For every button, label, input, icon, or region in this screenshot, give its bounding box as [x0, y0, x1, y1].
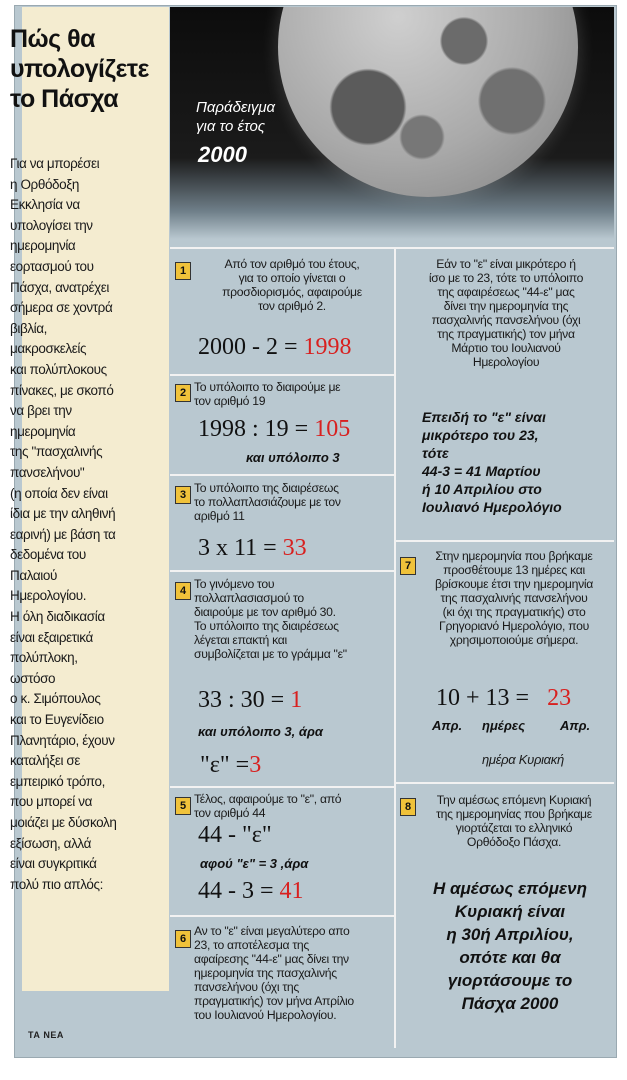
- step-8-emphasis: Η αμέσως επόμενη Κυριακή είναι η 30ή Απριλίου, οπότε και θα γιορτάσουμε το Πάσχα 2000: [432, 879, 587, 1013]
- equation-result: 105: [314, 416, 351, 442]
- step-8-text: Την αμέσως επόμενη Κυριακή της ημερομηνίας που βρήκαμε γιορτάζεται το ελληνικό Ορθόδοξο Πάσχα.: [436, 793, 592, 849]
- step-number-badge: 5: [175, 797, 191, 815]
- step-1-equation: [198, 334, 352, 361]
- step-4-text: Το γινόμενο του πολλαπλασιασμού το διαιρούμε με τον αριθμό 30. Το υπόλοιπο της διαιρέσεως λέγεται επακτή και συμβολίζεται με το γράμμα "ε": [194, 577, 347, 661]
- row-divider: [170, 247, 614, 249]
- equation-text: 44 - 3 =: [198, 878, 280, 904]
- step-number-badge: 7: [400, 557, 416, 575]
- equation-text: 2000 - 2 =: [198, 334, 304, 360]
- step-7-label-days: ημέρες: [482, 718, 526, 733]
- step-2-text: Το υπόλοιπο το διαιρούμε με τον αριθμό 19: [194, 380, 341, 408]
- newspaper-logo: ΤΑ ΝΕΑ: [28, 1030, 64, 1040]
- step-5-equation: [198, 822, 272, 849]
- equation-result: 1: [290, 687, 303, 713]
- step-4-equation: [198, 687, 302, 714]
- infographic-title: Πώς θα υπολογίζετε το Πάσχα: [10, 25, 149, 113]
- equation-result: 3: [249, 752, 262, 778]
- step-7-text: Στην ημερομηνία που βρήκαμε προσθέτουμε 13 ημέρες και βρίσκουμε έτσι την ημερομηνία της πασχαλινής πανσελήνου (κι όχι της πραγματικής) στο Γρηγοριανό Ημερολόγιο, που χρησιμοποιούμε σήμερα.: [434, 549, 594, 647]
- row-divider: [170, 570, 394, 572]
- right-top-emphasis: Επειδή το "ε" είναι μικρότερο του 23, τότε 44-3 = 41 Μαρτίου ή 10 Απριλίου στο Ιουλιανό Ημερολόγιο: [422, 409, 562, 515]
- step-5-text: Τέλος, αφαιρούμε το "ε", από τον αριθμό 44: [194, 792, 342, 820]
- step-2-equation: [198, 416, 350, 443]
- equation-text: 33 : 30 =: [198, 687, 291, 713]
- step-5-equation-2: [198, 878, 304, 905]
- row-divider: [170, 374, 394, 376]
- step-4-epsilon: [200, 752, 261, 779]
- step-number-badge: 2: [175, 384, 191, 402]
- equation-text: 1998 : 19 =: [198, 416, 315, 442]
- step-2-note: και υπόλοιπο 3: [246, 450, 340, 465]
- equation-result: 23: [547, 685, 572, 711]
- step-number-badge: 4: [175, 582, 191, 600]
- step-6-text: Αν το "ε" είναι μεγαλύτερο απο 23, το αποτέλεσμα της αφαίρεσης "44-ε" μας δίνει την ημερομηνία της πασχαλινής πανσελήνου (όχι της πραγματικής) τον μήνα Απρίλιο του Ιουλιανού Ημερολογίου.: [194, 924, 354, 1022]
- equation-text: 10 + 13 =: [436, 685, 536, 711]
- row-divider: [170, 786, 394, 788]
- equation-text: "ε" =: [200, 752, 250, 778]
- equation-text: 3 x 11 =: [198, 535, 283, 561]
- equation-result: 1998: [303, 334, 352, 360]
- step-number-badge: 8: [400, 798, 416, 816]
- step-7-note: ημέρα Κυριακή: [482, 752, 564, 767]
- moon-image: [278, 7, 578, 197]
- right-top-text: Εάν το "ε" είναι μικρότερο ή ίσο με το 23, τότε το υπόλοιπο της αφαιρέσεως "44-ε" μας δίνει την ημερομηνία της πασχαλινής πανσελήνου (όχι της πραγματικής) τον μήνα Μάρτιο του Ιουλιανού Ημερολογίου: [428, 257, 584, 369]
- equation-result: 41: [279, 878, 304, 904]
- step-number-badge: 3: [175, 486, 191, 504]
- row-divider: [170, 474, 394, 476]
- column-divider: [394, 248, 396, 1048]
- row-divider: [396, 540, 614, 542]
- intro-text: Για να μπορέσει η Ορθόδοξη Εκκλησία να υπολογίσει την ημερομηνία εορτασμού του Πάσχα, ανατρέχει σήμερα σε χοντρά βιβλία, μακροσκελείς και πολύπλοκους πίνακες, με σκοπό να βρει την ημερομηνία της "πασχαλινής πανσελήνου" (η οποία δεν είναι ίδια με την αληθινή εαρινή) με βάση τα δεδομένα του Παλαιού Ημερολογίου. Η όλη διαδικασία είναι εξαιρετικά πολύπλοκη, ωστόσο ο κ. Σιμόπουλος και το Ευγενίδειο Πλανητάριο, έχουν καταλήξει σε εμπειρικό τρόπο, που μπορεί να μοιάζει με δύσκολη εξίσωση, αλλά είναι συγκριτικά πολύ πιο απλός:: [10, 156, 117, 892]
- step-1-text: Από τον αριθμό του έτους, για το οποίο γίνεται ο προσδιορισμός, αφαιρούμε τον αριθμό 2.: [222, 257, 362, 313]
- step-7-label-apr-2: Απρ.: [560, 718, 591, 733]
- step-7-label-apr: Απρ.: [432, 718, 463, 733]
- equation-text: 44 - "ε": [198, 822, 272, 848]
- step-number-badge: 6: [175, 930, 191, 948]
- example-year: 2000: [198, 142, 247, 167]
- row-divider: [396, 782, 614, 784]
- step-4-note: και υπόλοιπο 3, άρα: [198, 724, 323, 739]
- example-label: Παράδειγμα για το έτος: [196, 99, 276, 135]
- equation-result: 33: [282, 535, 307, 561]
- step-5-note: αφού "ε" = 3 ,άρα: [200, 856, 309, 871]
- row-divider: [170, 915, 394, 917]
- step-number-badge: 1: [175, 262, 191, 280]
- step-7-equation: [436, 685, 571, 712]
- step-3-equation: [198, 535, 307, 562]
- step-3-text: Το υπόλοιπο της διαιρέσεως το πολλαπλασιάζουμε με τον αριθμό 11: [194, 481, 341, 523]
